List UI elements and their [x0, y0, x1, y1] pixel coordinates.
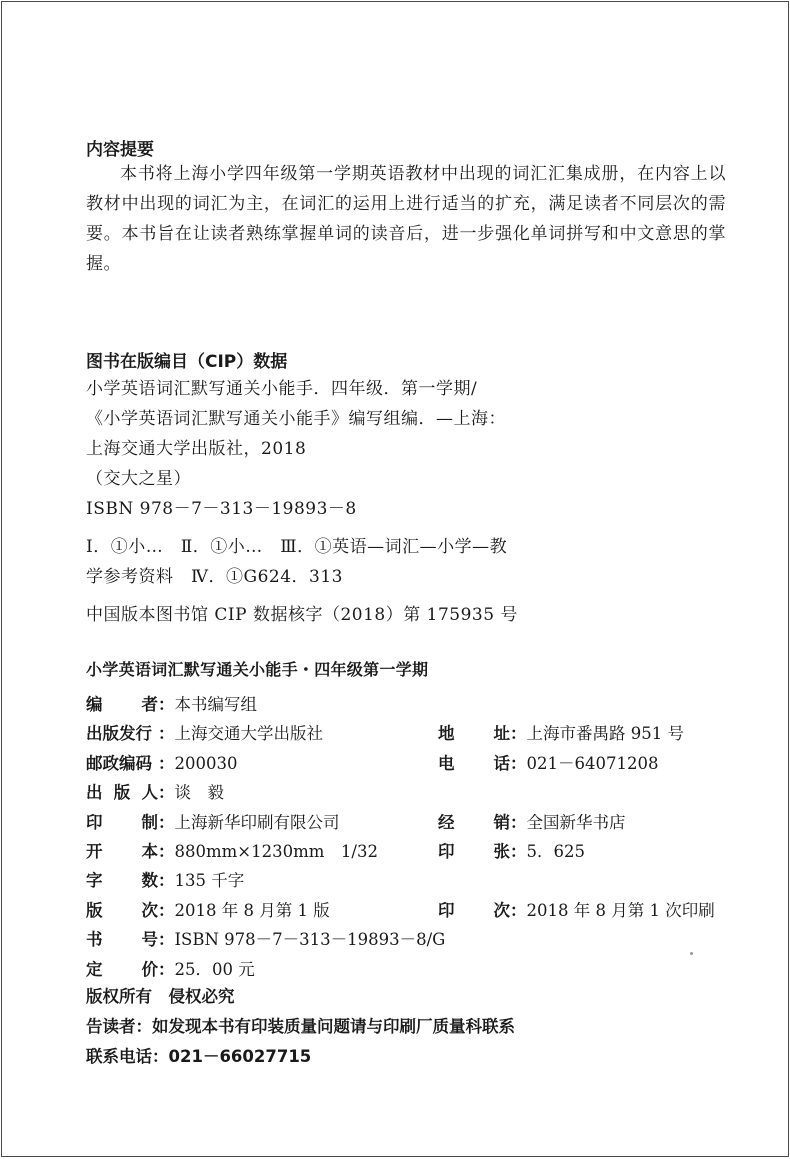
printing-value: 2018 年 8 月第 1 次印刷	[526, 900, 715, 920]
format-value: 880mm×1230mm 1/32	[174, 841, 378, 861]
abstract-body	[86, 159, 726, 279]
info-row: 书 号 ： ISBN 978－7－313－19893－8/G	[86, 925, 726, 954]
issuer-label: 出 版 人	[86, 783, 158, 803]
contact-phone: 联系电话：021－66027715	[86, 1047, 312, 1066]
isbn-label: 书 号	[86, 930, 158, 950]
editor-value: 本书编写组	[174, 695, 257, 714]
seller-label: 经 销	[438, 812, 510, 832]
printing-label: 印 次	[438, 900, 510, 920]
cip-title: 图书在版编目（CIP）数据	[86, 352, 288, 372]
copyright-line: 版权所有 侵权必究	[86, 987, 235, 1006]
info-row: 字 数 ： 135 千字	[86, 866, 726, 895]
copyright-page	[1, 1, 789, 1157]
seller-value: 全国新华书店	[526, 812, 626, 832]
copyright-notice	[86, 982, 515, 1072]
info-row: 版 次 ： 2018 年 8 月第 1 版 印 次 ： 2018 年 8 月第 1 次印刷	[86, 896, 726, 925]
price-label: 定 价	[86, 959, 158, 979]
edition-value: 2018 年 8 月第 1 版	[174, 900, 330, 920]
postcode-value: 200030	[174, 753, 238, 773]
abstract-title: 内容提要	[86, 140, 154, 160]
printer-label: 印 制	[86, 812, 158, 832]
info-row: 邮政编码 ： 200030 电 话 ： 021－64071208	[86, 749, 726, 778]
info-row: 出版发行 ： 上海交通大学出版社 地 址 ： 上海市番禺路 951 号	[86, 719, 726, 748]
address-label: 地 址	[438, 724, 510, 744]
info-row: 印 制 ： 上海新华印刷有限公司 经 销 ： 全国新华书店	[86, 808, 726, 837]
address-value: 上海市番禺路 951 号	[526, 724, 684, 744]
cip-line: ISBN 978－7－313－19893－8	[86, 499, 357, 519]
cip-line: Ⅰ．①小… Ⅱ．①小… Ⅲ．①英语—词汇—小学—教	[86, 537, 508, 557]
format-label: 开 本	[86, 841, 158, 861]
publisher-value: 上海交通大学出版社	[174, 724, 323, 744]
publisher-label: 出版发行	[86, 724, 152, 744]
phone-label: 电 话	[438, 753, 510, 773]
info-row: 编 者 ： 本书编写组	[86, 690, 726, 719]
price-value: 25．00 元	[174, 959, 255, 979]
isbn-value: ISBN 978－7－313－19893－8/G	[174, 930, 446, 950]
editor-label: 编 者	[86, 695, 158, 714]
info-row: 出 版 人 ： 谈 毅	[86, 778, 726, 807]
cip-line: 上海交通大学出版社，2018	[86, 439, 307, 459]
publication-info	[86, 690, 726, 984]
printer-value: 上海新华印刷有限公司	[174, 812, 340, 832]
postcode-label: 邮政编码	[86, 753, 152, 773]
words-value: 135 千字	[174, 871, 245, 891]
issuer-value: 谈 毅	[174, 783, 224, 803]
reader-notice: 告读者：如发现本书有印装质量问题请与印刷厂质量科联系	[86, 1017, 515, 1036]
sheets-label: 印 张	[438, 841, 510, 861]
info-row: 开 本 ： 880mm×1230mm 1/32 印 张 ： 5．625	[86, 837, 726, 866]
cip-line: （交大之星）	[86, 469, 191, 489]
cip-data	[86, 374, 518, 630]
abstract-paragraph: 本书将上海小学四年级第一学期英语教材中出现的词汇汇集成册，在内容上以教材中出现的词汇为主，在词汇的运用上进行适当的扩充，满足读者不同层次的需要。本书旨在让读者熟练掌握单词的读音后，进一步强化单词拼写和中文意思的掌握。	[86, 164, 726, 274]
cip-line: 小学英语词汇默写通关小能手．四年级．第一学期/	[86, 379, 478, 399]
scan-dot	[690, 952, 693, 955]
cip-line: 学参考资料 Ⅳ．①G624．313	[86, 567, 343, 587]
sheets-value: 5．625	[526, 841, 585, 861]
book-title: 小学英语词汇默写通关小能手・四年级第一学期	[86, 660, 429, 679]
edition-label: 版 次	[86, 900, 158, 920]
info-row: 定 价 ： 25．00 元	[86, 955, 726, 984]
cip-line: 《小学英语词汇默写通关小能手》编写组编．—上海：	[86, 409, 506, 429]
phone-value: 021－64071208	[526, 753, 659, 773]
words-label: 字 数	[86, 871, 158, 891]
cip-line: 中国版本图书馆 CIP 数据核字（2018）第 175935 号	[86, 605, 518, 625]
